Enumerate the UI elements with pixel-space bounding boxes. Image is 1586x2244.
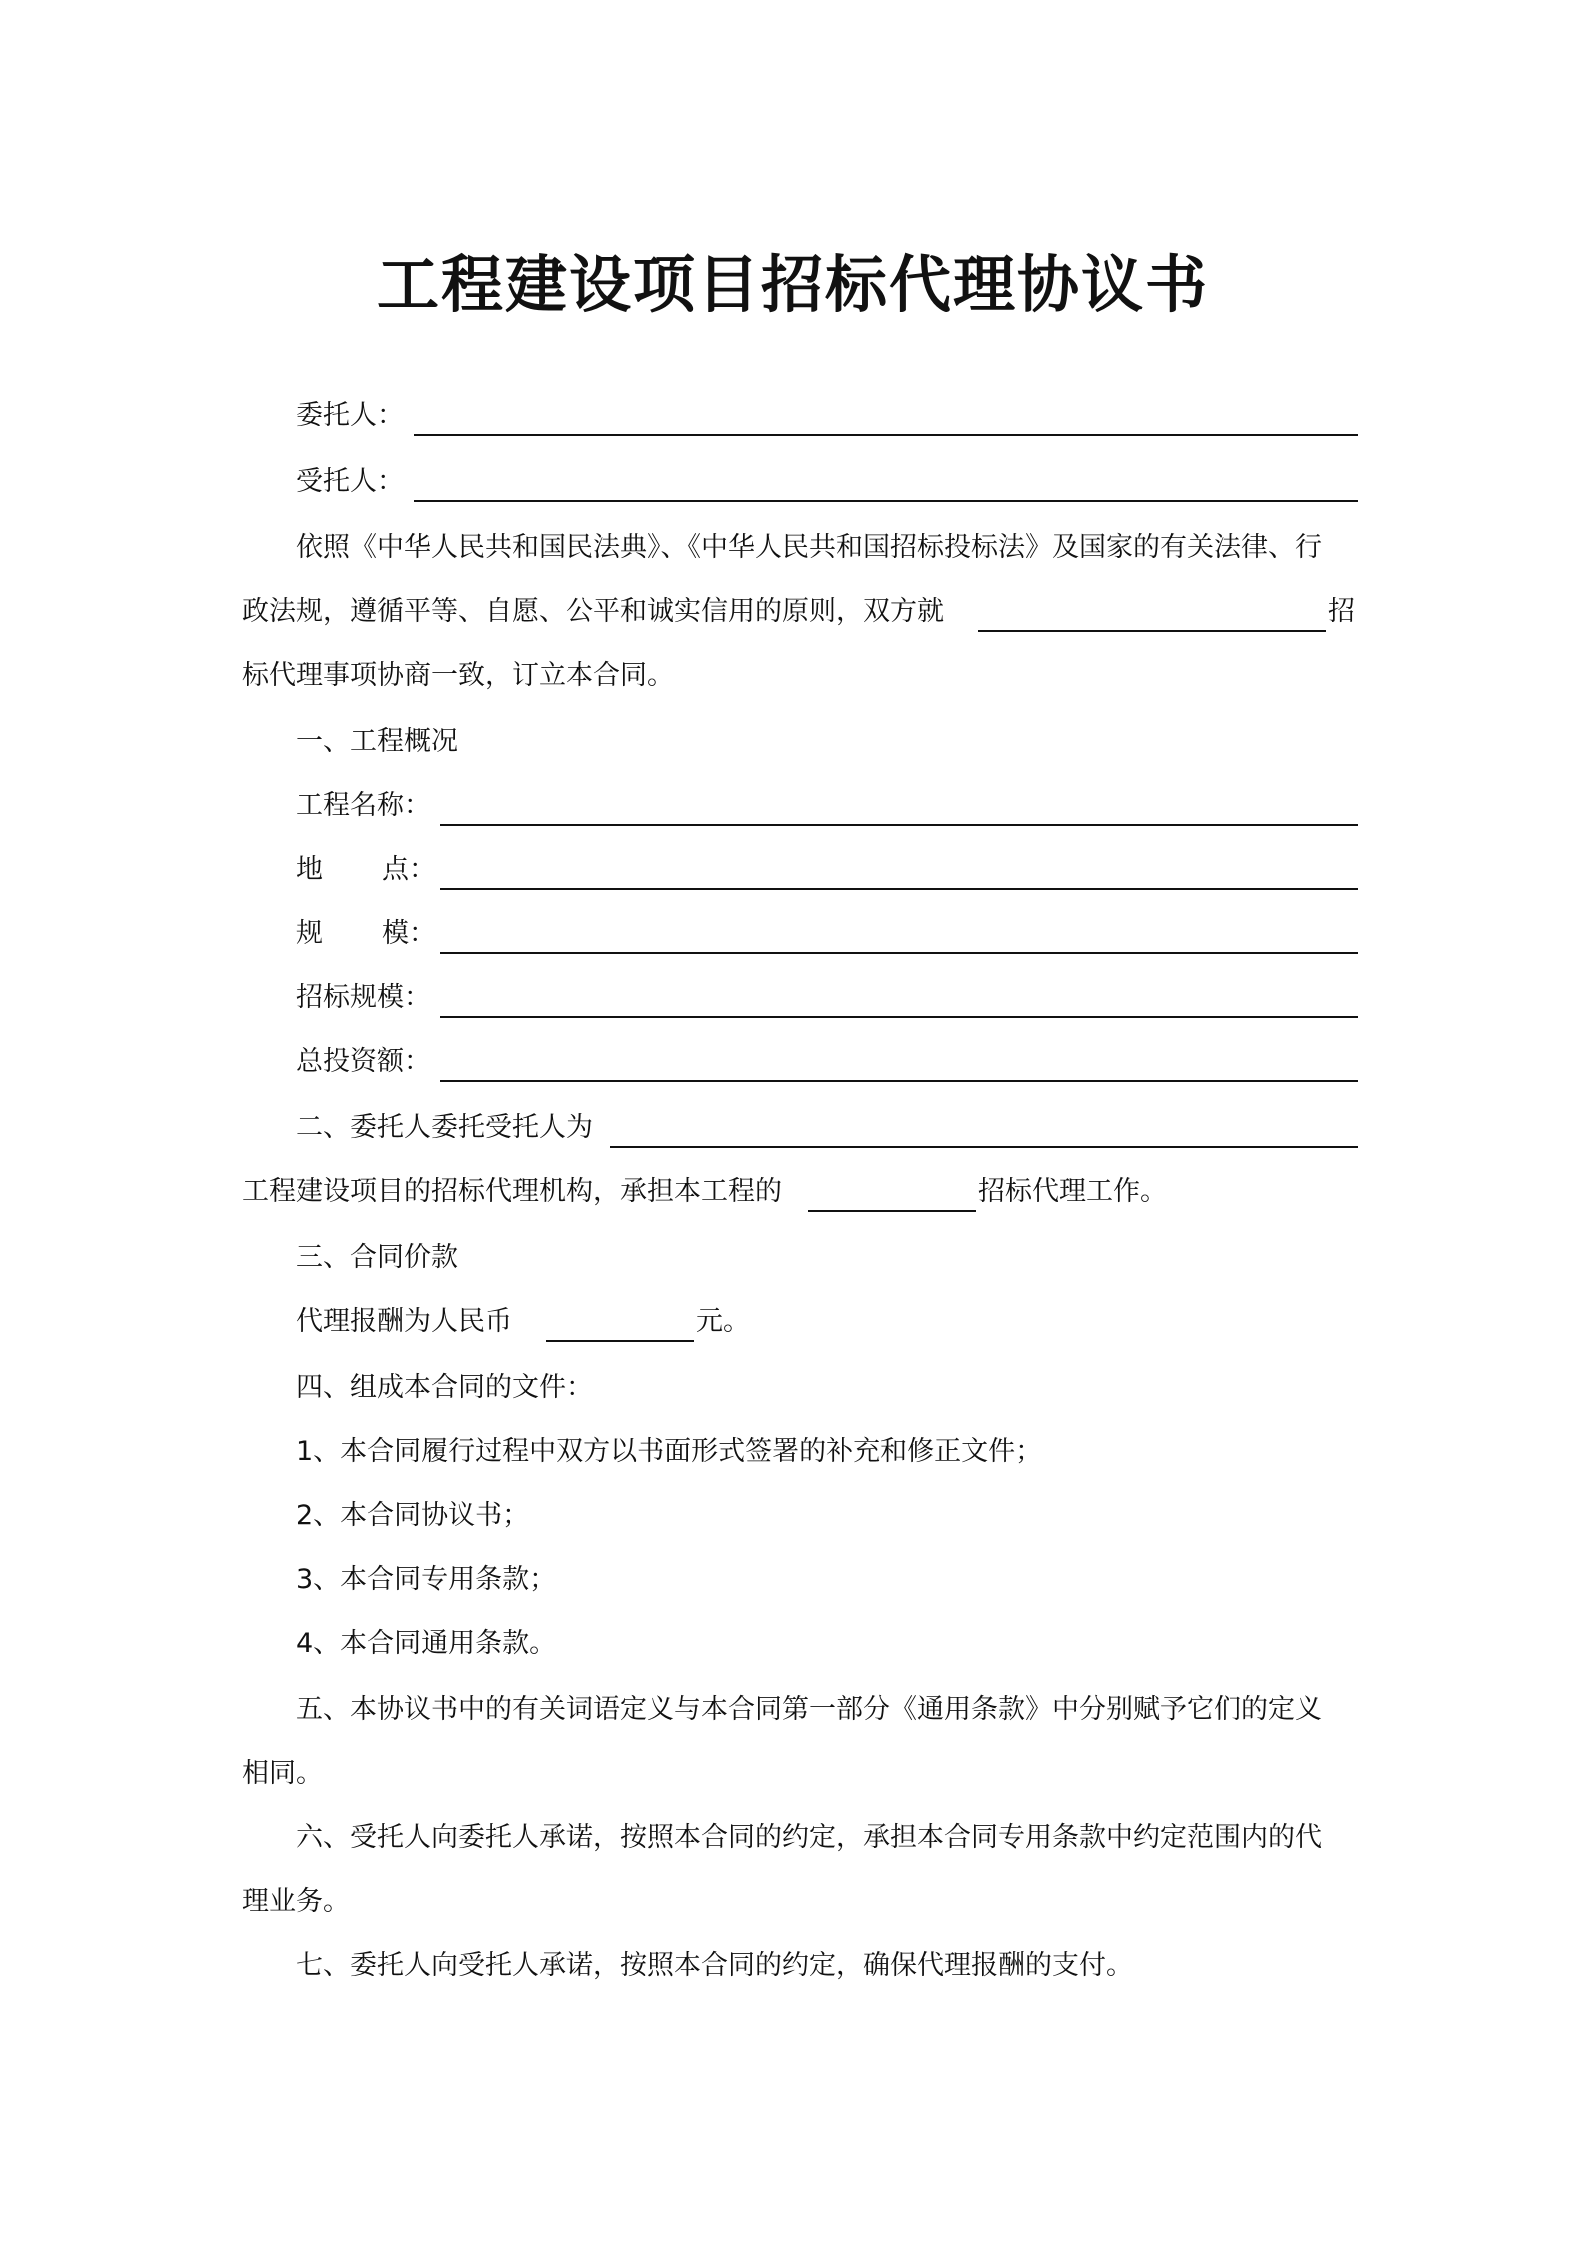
field-scale-label-2: 模：	[382, 918, 436, 949]
section-3-line-a: 代理报酬为人民币	[296, 1306, 512, 1337]
intro-line-1: 依照《中华人民共和国民法典》、《中华人民共和国招标投标法》及国家的有关法律、行	[296, 532, 1322, 563]
section-4-heading: 四、组成本合同的文件：	[296, 1372, 593, 1403]
section-7-line: 七、委托人向受托人承诺，按照本合同的约定，确保代理报酬的支付。	[296, 1950, 1133, 1981]
field-project-name-label: 工程名称：	[296, 790, 431, 821]
section-5-line-2: 相同。	[242, 1758, 323, 1789]
section-2-line-a: 二、委托人委托受托人为	[296, 1112, 593, 1143]
section-1-heading: 一、工程概况	[296, 726, 458, 757]
section-3-line-b: 元。	[696, 1306, 750, 1337]
intro-line-3: 标代理事项协商一致，订立本合同。	[242, 660, 674, 691]
intro-line-2a: 政法规，遵循平等、自愿、公平和诚实信用的原则，双方就	[242, 596, 944, 627]
party-a-field[interactable]	[414, 432, 1358, 436]
section-6-line-1: 六、受托人向委托人承诺，按照本合同的约定，承担本合同专用条款中约定范围内的代	[296, 1822, 1322, 1853]
field-scale[interactable]	[440, 950, 1358, 954]
field-bid-scale[interactable]	[440, 1014, 1358, 1018]
field-project-name[interactable]	[440, 822, 1358, 826]
field-location[interactable]	[440, 886, 1358, 890]
section-4-item-4: 4、本合同通用条款。	[296, 1628, 557, 1659]
section-2-line-b: 工程建设项目的招标代理机构，承担本工程的	[242, 1176, 782, 1207]
party-a-label: 委托人：	[296, 400, 404, 431]
fee-amount-blank[interactable]	[546, 1338, 694, 1342]
project-name-blank[interactable]	[978, 628, 1326, 632]
section-4-item-3: 3、本合同专用条款；	[296, 1564, 557, 1595]
field-location-label-1: 地	[296, 854, 323, 885]
section-5-line-1: 五、本协议书中的有关词语定义与本合同第一部分《通用条款》中分别赋予它们的定义	[296, 1694, 1322, 1725]
agency-project-blank[interactable]	[610, 1144, 1358, 1148]
field-bid-scale-label: 招标规模：	[296, 982, 431, 1013]
field-scale-label-1: 规	[296, 918, 323, 949]
agency-scope-blank[interactable]	[808, 1208, 976, 1212]
section-4-item-2: 2、本合同协议书；	[296, 1500, 530, 1531]
intro-line-2b: 招	[1328, 596, 1355, 627]
field-investment[interactable]	[440, 1078, 1358, 1082]
field-investment-label: 总投资额：	[296, 1046, 431, 1077]
party-b-label: 受托人：	[296, 466, 404, 497]
section-2-line-c: 招标代理工作。	[978, 1176, 1167, 1207]
section-3-heading: 三、合同价款	[296, 1242, 458, 1273]
field-location-label-2: 点：	[382, 854, 436, 885]
section-6-line-2: 理业务。	[242, 1886, 350, 1917]
section-4-item-1: 1、本合同履行过程中双方以书面形式签署的补充和修正文件；	[296, 1436, 1043, 1467]
document-title: 工程建设项目招标代理协议书	[376, 248, 1209, 321]
party-b-field[interactable]	[414, 498, 1358, 502]
